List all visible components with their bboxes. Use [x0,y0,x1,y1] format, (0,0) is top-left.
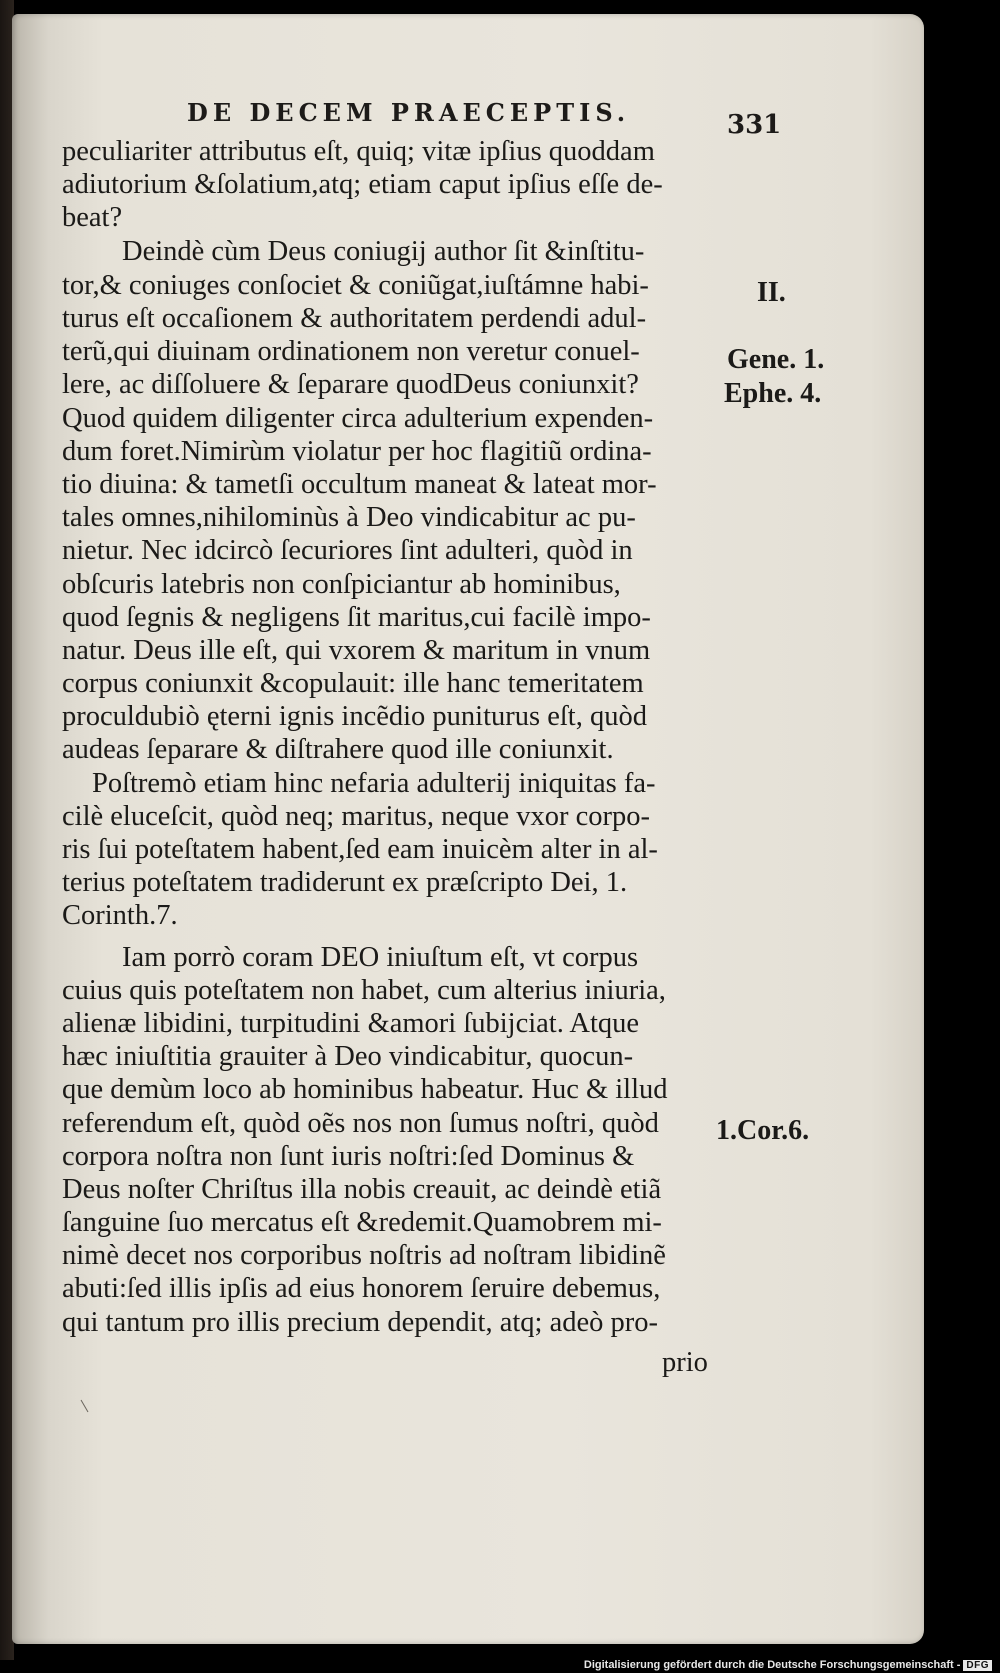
text-line: tor,& coniuges conſociet & coniũgat,iuſtámne habi- [62,270,649,301]
text-line: Iam porrò coram DEO iniuſtum eſt, vt corpus [122,942,639,973]
text-line: ſanguine ſuo mercatus eſt &redemit.Quamobrem mi- [62,1207,662,1238]
text-line: cilè eluceſcit, quòd neq; maritus, neque vxor corpo- [62,801,651,832]
book-page [12,14,924,1644]
text-line: peculiariter attributus eſt, quiq; vitæ ipſius quoddam [62,136,655,167]
text-line: corpus coniunxit &copulauit: ille hanc temeritatem [62,668,644,699]
text-line: nimè decet nos corporibus noſtris ad noſtram libidinẽ [62,1240,666,1271]
page-number: 331 [727,110,782,140]
text-line: proculdubiò ęterni ignis incẽdio puniturus eſt, quòd [62,701,647,732]
text-line: referendum eſt, quòd oẽs nos non ſumus noſtri, quòd [62,1108,659,1139]
digitization-credit [584,1659,992,1671]
text-line: dum foret.Nimirùm violatur per hoc flagitiũ ordina- [62,436,652,467]
marginal-note: Gene. 1. [727,344,825,375]
text-line: Corinth.7. [62,900,178,931]
text-line: nietur. Nec idcircò ſecuriores ſint adulteri, quòd in [62,535,633,566]
running-title: DE DECEM PRAECEPTIS. [187,98,631,127]
text-line: beat? [62,202,123,233]
text-line: alienæ libidini, turpitudini &amori ſubijciat. Atque [62,1008,640,1039]
text-line: abuti:ſed illis ipſis ad eius honorem ſeruire debemus, [62,1273,661,1304]
text-line: adiutorium &ſolatium,atq; etiam caput ipſius eſſe de- [62,169,663,200]
text-line: tales omnes,nihilominùs à Deo vindicabitur ac pu- [62,502,636,533]
dfg-logo: DFG [963,1660,992,1671]
text-line: turus eſt occaſionem & authoritatem perdendi adul- [62,303,647,334]
text-line: corpora noſtra non ſunt iuris noſtri:ſed Dominus & [62,1141,635,1172]
text-line: Deindè cùm Deus coniugij author ſit &inſtitu- [122,236,645,267]
catchword: prio [662,1347,708,1378]
text-line: Deus noſter Chriſtus illa nobis creauit, ac deindè etiã [62,1174,662,1205]
text-line: Quod quidem diligenter circa adulterium expenden- [62,403,654,434]
text-line: terũ,qui diuinam ordinationem non veretur conuel- [62,336,640,367]
text-line: natur. Deus ille eſt, qui vxorem & maritum in vnum [62,635,651,666]
text-line: hæc iniuſtitia grauiter à Deo vindicabitur, quocun- [62,1041,634,1072]
text-line: que demùm loco ab hominibus habeatur. Huc & illud [62,1074,668,1105]
text-line: obſcuris latebris non conſpiciantur ab hominibus, [62,569,621,600]
text-line: Poſtremò etiam hinc nefaria adulterij iniquitas fa- [92,768,656,799]
marginal-note: Ephe. 4. [724,378,822,409]
text-line: lere, ac diſſoluere & ſeparare quodDeus coniunxit? [62,369,639,400]
ink-mark [81,1400,89,1413]
text-line: qui tantum pro illis precium dependit, atq; adeò pro- [62,1307,658,1338]
text-line: cuius quis poteſtatem non habet, cum alterius iniuria, [62,975,666,1006]
text-line: quod ſegnis & negligens ſit maritus,cui facilè impo- [62,602,651,633]
text-line: ris ſui poteſtatem habent,ſed eam inuicèm alter in al- [62,834,658,865]
marginal-note: 1.Cor.6. [716,1115,810,1146]
text-line: audeas ſeparare & diſtrahere quod ille coniunxit. [62,734,614,765]
marginal-note: II. [757,277,786,308]
text-line: tio diuina: & tametſi occultum maneat & lateat mor- [62,469,657,500]
credit-text: Digitalisierung gefördert durch die Deutsche Forschungsgemeinschaft - [583,1659,961,1671]
text-line: terius poteſtatem tradiderunt ex præſcripto Dei, 1. [62,867,628,898]
